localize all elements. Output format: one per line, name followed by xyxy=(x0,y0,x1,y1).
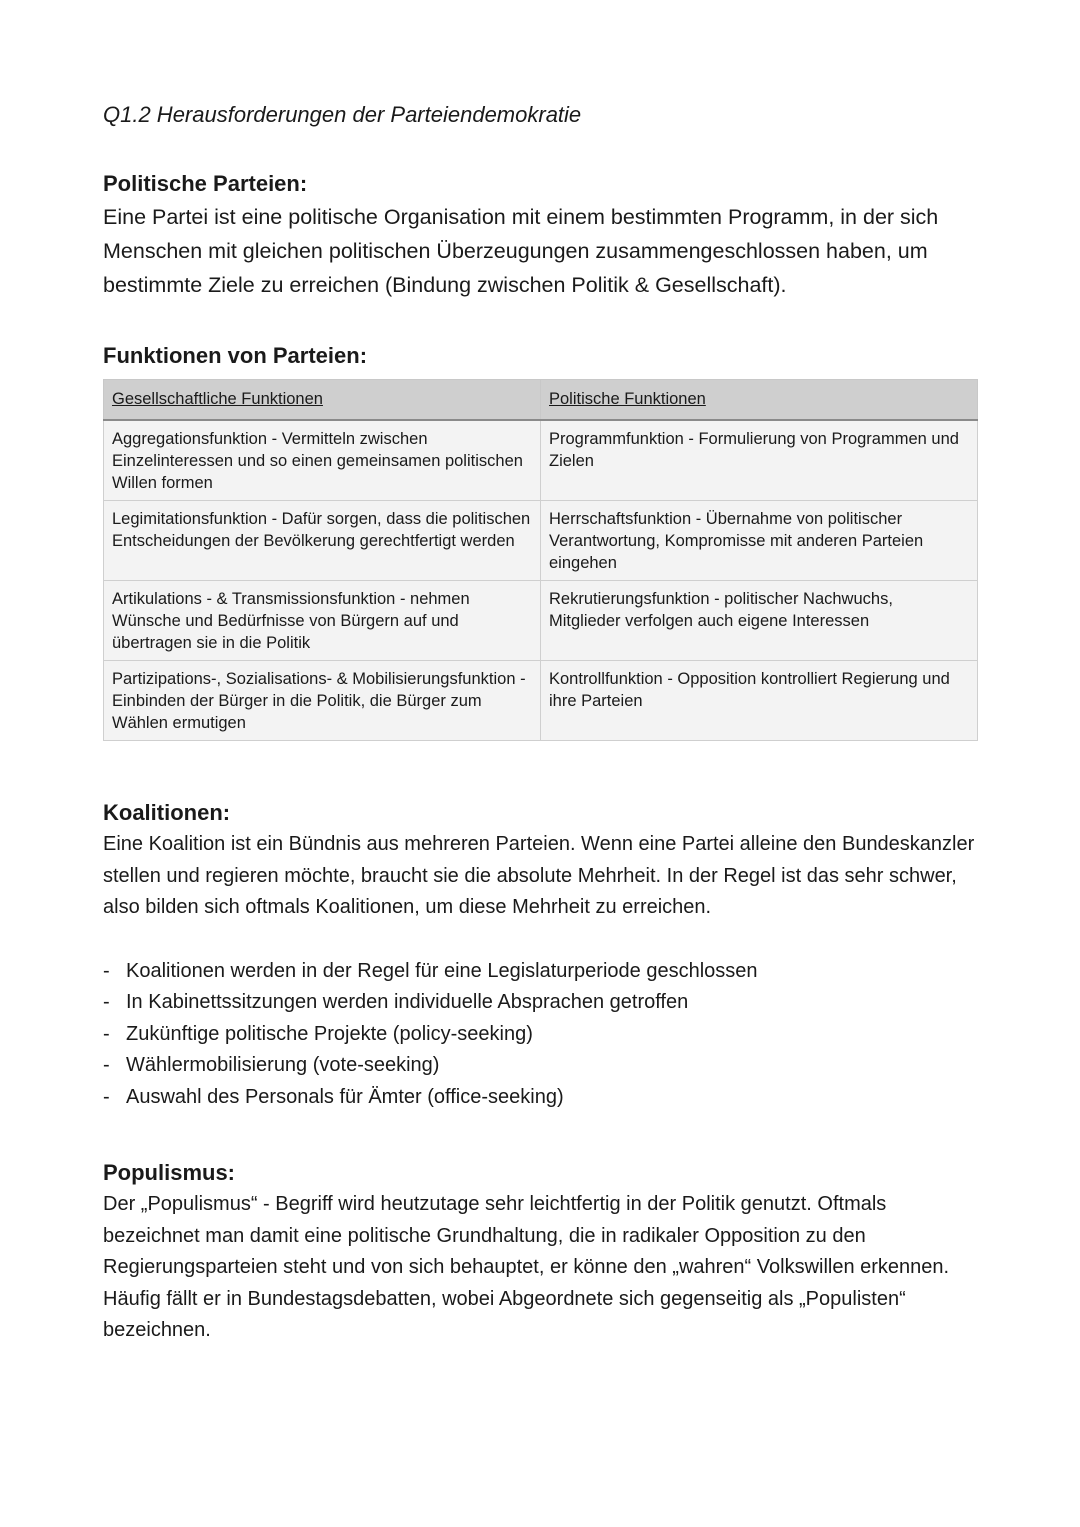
table-cell: Legimitationsfunktion - Dafür sorgen, dass die politischen Entscheidungen der Bevölkerung gerechtfertigt werden xyxy=(104,501,541,581)
bullet-dash: - xyxy=(103,1022,110,1045)
bullet-dash: - xyxy=(103,1054,110,1076)
list-item xyxy=(103,1082,978,1114)
table-row xyxy=(104,581,978,661)
list-item xyxy=(103,1050,978,1082)
document-page xyxy=(103,98,978,1347)
table-cell: Herrschaftsfunktion - Übernahme von politischer Verantwortung, Kompromisse mit anderen Parteien eingehen xyxy=(541,501,978,581)
list-item-text: Auswahl des Personals für Ämter (office-seeking) xyxy=(126,1085,564,1108)
bullet-dash: - xyxy=(103,991,110,1013)
table-cell: Aggregationsfunktion - Vermitteln zwischen Einzelinteressen und so einen gemeinsamen politischen Willen formen xyxy=(104,420,541,501)
table-cell: Kontrollfunktion - Opposition kontrolliert Regierung und ihre Parteien xyxy=(541,661,978,741)
bullet-dash: - xyxy=(103,1085,110,1108)
table-cell: Rekrutierungsfunktion - politischer Nachwuchs, Mitglieder verfolgen auch eigene Interessen xyxy=(541,581,978,661)
table-cell: Programmfunktion - Formulierung von Programmen und Zielen xyxy=(541,420,978,501)
table-cell: Partizipations-, Sozialisations- & Mobilisierungsfunktion - Einbinden der Bürger in die Politik, die Bürger zum Wählen ermutigen xyxy=(104,661,541,741)
list-item-text: In Kabinettssitzungen werden individuelle Absprachen getroffen xyxy=(126,991,689,1013)
paragraph-populismus: Der „Populismus“ - Begriff wird heutzutage sehr leichtfertig in der Politik genutzt. Oftmals bezeichnet man damit eine politische Grundhaltung, die in radikaler Opposition zu den Regierungsparteien steht und von sich behauptet, er könne den „wahren“ Volkswillen erkennen. Häufig fällt er in Bundestagsdebatten, wobei Abgeordnete sich gegenseitig als „Populisten“ bezeichnen. xyxy=(103,1193,950,1341)
list-item-text: Koalitionen werden in der Regel für eine Legislaturperiode geschlossen xyxy=(126,959,758,982)
table-row xyxy=(104,420,978,501)
heading-koalitionen: Koalitionen: xyxy=(103,800,231,825)
paragraph-politische-parteien: Eine Partei ist eine politische Organisation mit einem bestimmten Programm, in der sich Menschen mit gleichen politischen Überzeugungen zusammengeschlossen haben, um bestimmte Ziele zu erreichen (Bindung zwischen Politik & Gesellschaft). xyxy=(103,205,939,297)
paragraph-koalitionen: Eine Koalition ist ein Bündnis aus mehreren Parteien. Wenn eine Partei alleine den Bundeskanzler stellen und regieren möchte, braucht sie die absolute Mehrheit. In der Regel ist das sehr schwer, also bilden sich oftmals Koalitionen, um diese Mehrheit zu erreichen. xyxy=(103,833,975,918)
heading-funktionen-von-parteien: Funktionen von Parteien: xyxy=(103,343,368,368)
list-item-text: Wählermobilisierung (vote-seeking) xyxy=(126,1054,440,1076)
table-cell: Artikulations - & Transmissionsfunktion - nehmen Wünsche und Bedürfnisse von Bürgern auf und übertragen sie in die Politik xyxy=(104,581,541,661)
heading-populismus: Populismus: xyxy=(103,1160,236,1185)
document-title: Q1.2 Herausforderungen der Parteiendemokratie xyxy=(103,102,582,127)
koalitionen-bullet-list xyxy=(103,956,978,1114)
funktionen-table xyxy=(103,379,978,741)
column-header-gesellschaftliche: Gesellschaftliche Funktionen xyxy=(104,380,541,421)
table-row xyxy=(104,501,978,581)
bullet-dash: - xyxy=(103,959,110,982)
column-header-politische: Politische Funktionen xyxy=(541,380,978,421)
list-item-text: Zukünftige politische Projekte (policy-seeking) xyxy=(126,1022,533,1045)
list-item xyxy=(103,987,978,1019)
table-row xyxy=(104,661,978,741)
table-header-row xyxy=(104,380,978,421)
list-item xyxy=(103,956,978,988)
heading-politische-parteien: Politische Parteien: xyxy=(103,171,308,196)
list-item xyxy=(103,1019,978,1051)
